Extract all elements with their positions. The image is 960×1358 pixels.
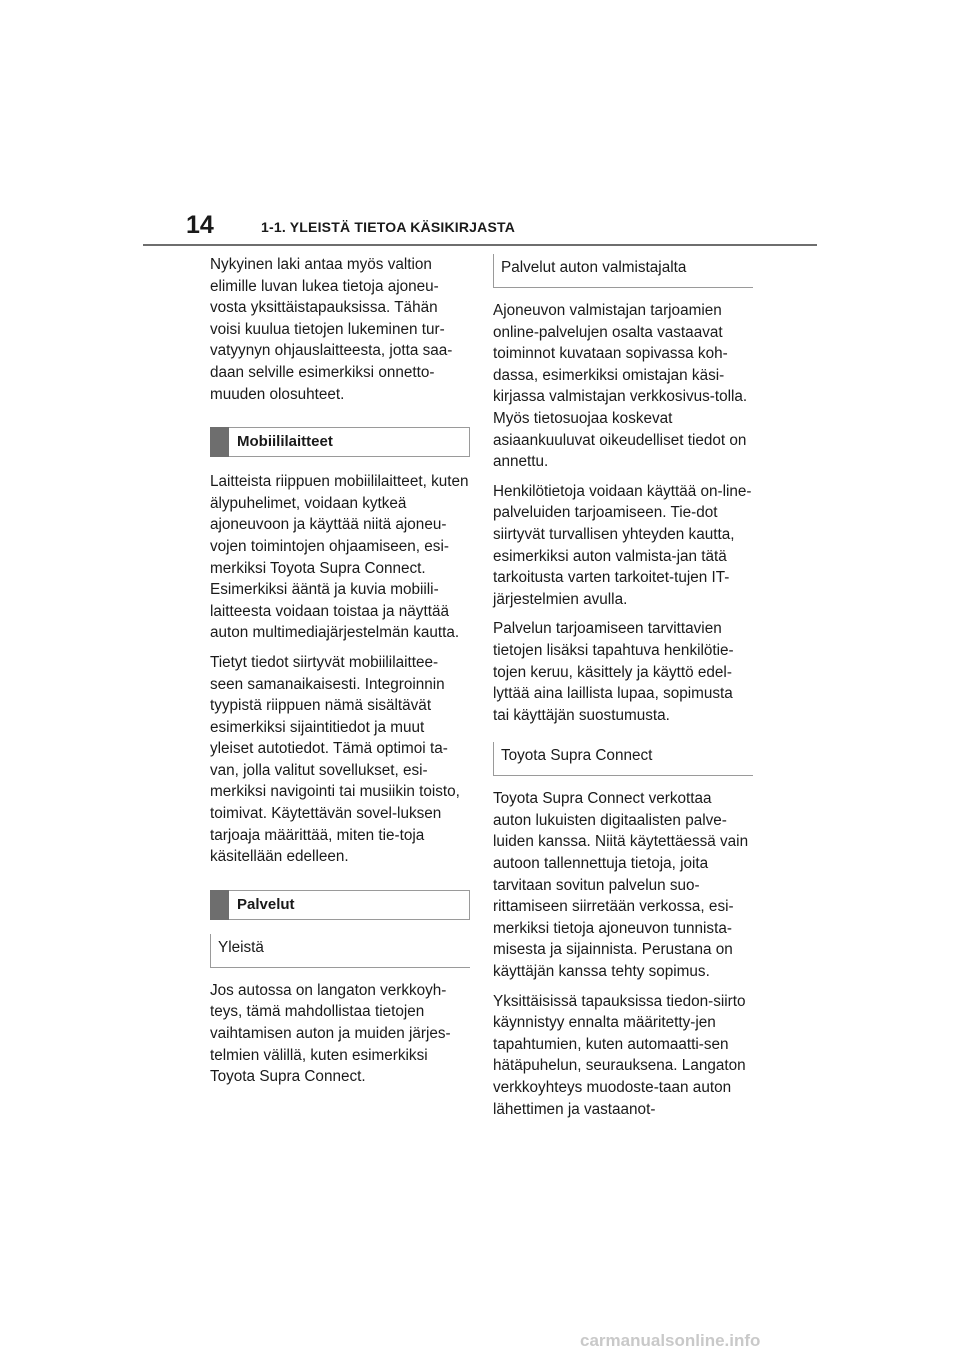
header-divider [143, 244, 817, 246]
manufacturer-paragraph-1: Ajoneuvon valmistajan tarjoamien online-palvelujen osalta vastaavat toiminnot kuvataan sopivassa koh-dassa, esimerkiksi omistajan käsi-kirjassa valmistajan verkkosivus-tolla. Myös tietosuojaa koskevat asiaankuuluvat oikeudelliset tiedot on annettu. [493, 302, 748, 471]
subheading-connect [493, 742, 753, 776]
subheading-marker-line [210, 934, 211, 967]
section-marker-bar [210, 427, 229, 457]
subheading-label: Toyota Supra Connect [501, 747, 653, 765]
connect-paragraph-1: Toyota Supra Connect verkottaa auton lukuisten digitaalisten palve-luiden kanssa. Niitä käytettäessä vain autoon tallennettuja tietoja, joita tarvitaan sovitun palvelun suo-rittamiseen siirretään verkossa, esi-merkiksi tietoja ajoneuvon tunnista-misesta ja sijainnista. Perustana on käyttäjän kanssa tehty sopimus. [493, 790, 749, 981]
subheading-manufacturer [493, 254, 753, 288]
section-heading-services [210, 890, 470, 920]
connect-paragraph-2: Yksittäisissä tapauksissa tiedon-siirto käynnistyy ennalta määritetty-jen tapahtumien, kuten automaatti-sen hätäpuhelun, seurauksena. Langaton verkkoyhteys muodoste-taan auton lähettimen ja vastaanot- [493, 992, 746, 1118]
manufacturer-paragraph-3: Palvelun tarjoamiseen tarvittavien tietojen lisäksi tapahtuva henkilötie-tojen keruu, käsittely ja käyttö edel-lyttää aina laillista lupaa, sopimusta tai käyttäjän suostumusta. [493, 620, 734, 724]
subheading-label: Yleistä [218, 938, 264, 956]
section-heading-mobile [210, 427, 470, 457]
section-heading-label: Palvelut [237, 895, 295, 913]
manufacturer-paragraph-2: Henkilötietoja voidaan käyttää on-line-palveluiden tarjoamiseen. Tie-dot siirtyvät turvallisen yhteyden kautta, esimerkiksi auton valmista-jan tätä tarkoitusta varten tarkoitet-tujen IT-järjestelmien avulla. [493, 482, 752, 608]
watermark-text: carmanualsonline.info [580, 1331, 761, 1350]
left-column [210, 254, 470, 1096]
mobile-paragraph-1: Laitteista riippuen mobiililaitteet, kuten älypuhelimet, voidaan kytkeä ajoneuvoon ja käyttää niitä ajoneu-vojen toimintojen ohjaamiseen, esi-merkiksi Toyota Supra Connect. Esimerkiksi ääntä ja kuvia mobiili-laitteesta voidaan toistaa ja näyttää auton multimediajärjestelmän kautta. [210, 473, 469, 642]
general-paragraph-1: Jos autossa on langaton verkkoyh-teys, tämä mahdollistaa tietojen vaihtamisen auton ja muiden järjes-telmien välillä, kuten esimerkiksi Toyota Supra Connect. [210, 981, 451, 1086]
intro-paragraph: Nykyinen laki antaa myös valtion elimille luvan lukea tietoja ajoneu-vosta yksittäistapauksissa. Tähän voisi kuulua tietojen lukeminen tur-vatyynyn ohjauslaitteesta, jotta saa-daan selville esimerkiksi onnetto-muuden olosuhteet. [210, 256, 453, 403]
section-heading-label: Mobiililaitteet [237, 433, 333, 451]
right-column [493, 254, 753, 1128]
section-marker-bar [210, 890, 229, 920]
subheading-label: Palvelut auton valmistajalta [501, 259, 687, 276]
subheading-marker-line [493, 254, 494, 287]
mobile-paragraph-2: Tietyt tiedot siirtyvät mobiililaittee-seen samanaikaisesti. Integroinnin tyypistä riippuen nämä sisältävät esimerkiksi sijaintitiedot ja muut yleiset autotiedot. Tämä optimoi ta-van, jolla valitut sovellukset, esi-merkiksi navigointi tai musiikin toisto, toimivat. Käytettävän sovel-luksen tarjoaja määrittää, miten tie-toja käsitellään edelleen. [210, 653, 460, 866]
subheading-general [210, 934, 470, 968]
page-number: 14 [186, 211, 214, 239]
subheading-marker-line [493, 742, 494, 775]
chapter-title: 1-1. YLEISTÄ TIETOA KÄSIKIRJASTA [261, 219, 516, 235]
